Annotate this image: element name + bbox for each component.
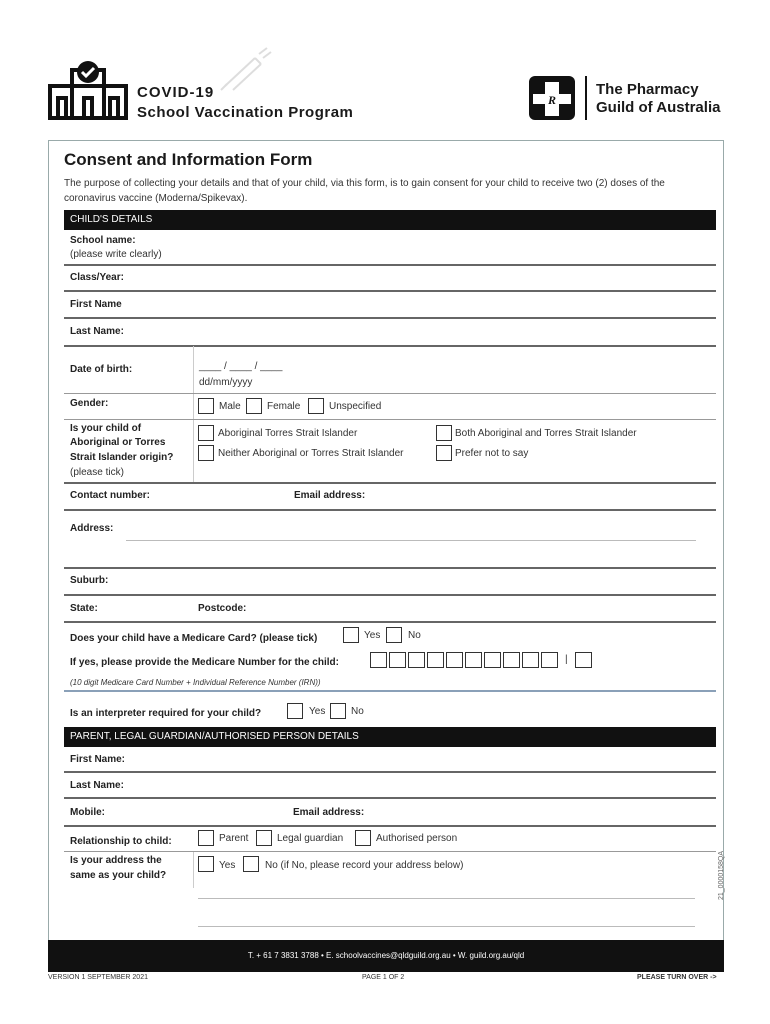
same-address-line1: Is your address the bbox=[70, 855, 162, 866]
same-address-line2: same as your child? bbox=[70, 870, 167, 881]
medicare-no-checkbox[interactable] bbox=[386, 627, 402, 643]
relationship-parent-label: Parent bbox=[219, 833, 249, 844]
medicare-digit-box[interactable] bbox=[522, 652, 539, 668]
program-title: COVID-19 bbox=[137, 84, 215, 101]
divider bbox=[64, 797, 716, 799]
syringe-icon bbox=[215, 44, 275, 94]
interpreter-yes-checkbox[interactable] bbox=[287, 703, 303, 719]
relationship-guardian-label: Legal guardian bbox=[277, 833, 344, 844]
child-email-label: Email address: bbox=[294, 490, 366, 501]
guild-name-line1: The Pharmacy bbox=[596, 81, 699, 98]
dob-label: Date of birth: bbox=[70, 364, 133, 375]
origin-prefer-not-label: Prefer not to say bbox=[455, 448, 529, 459]
same-address-yes-label: Yes bbox=[219, 860, 236, 871]
suburb-label: Suburb: bbox=[70, 575, 109, 586]
divider bbox=[64, 567, 716, 569]
medicare-yes-label: Yes bbox=[364, 630, 381, 641]
divider bbox=[64, 345, 716, 347]
parent-last-name-label: Last Name: bbox=[70, 780, 124, 791]
medicare-irn-separator: | bbox=[565, 654, 568, 665]
gender-female-label: Female bbox=[267, 401, 301, 412]
parent-address-line-1[interactable] bbox=[198, 898, 695, 899]
medicare-digit-box[interactable] bbox=[389, 652, 406, 668]
divider bbox=[64, 264, 716, 266]
divider bbox=[64, 690, 716, 692]
page-number: PAGE 1 OF 2 bbox=[362, 974, 405, 981]
gender-female-checkbox[interactable] bbox=[246, 398, 262, 414]
same-address-no-checkbox[interactable] bbox=[243, 856, 259, 872]
parent-first-name-label: First Name: bbox=[70, 754, 126, 765]
interpreter-no-checkbox[interactable] bbox=[330, 703, 346, 719]
gender-unspecified-label: Unspecified bbox=[329, 401, 382, 412]
document-code: 21_0000158QA bbox=[718, 850, 725, 900]
divider bbox=[64, 851, 716, 852]
state-label: State: bbox=[70, 603, 98, 614]
address-label: Address: bbox=[70, 523, 114, 534]
school-name-label: School name: bbox=[70, 235, 136, 246]
guild-name-line2: Guild of Australia bbox=[596, 99, 721, 116]
origin-label-line3: Strait Islander origin? bbox=[70, 452, 174, 463]
relationship-label: Relationship to child: bbox=[70, 836, 172, 847]
parent-address-line-2[interactable] bbox=[198, 926, 695, 927]
medicare-no-label: No bbox=[408, 630, 421, 641]
divider bbox=[64, 621, 716, 623]
postcode-label: Postcode: bbox=[198, 603, 247, 614]
medicare-digit-box[interactable] bbox=[465, 652, 482, 668]
school-name-note: (please write clearly) bbox=[70, 249, 162, 260]
origin-both-checkbox[interactable] bbox=[436, 425, 452, 441]
svg-text:R: R bbox=[547, 93, 557, 107]
origin-neither-label: Neither Aboriginal or Torres Strait Islander bbox=[218, 448, 404, 459]
mobile-label: Mobile: bbox=[70, 807, 105, 818]
medicare-digit-box[interactable] bbox=[484, 652, 501, 668]
divider bbox=[64, 482, 716, 484]
medicare-digit-box[interactable] bbox=[446, 652, 463, 668]
program-subtitle: School Vaccination Program bbox=[137, 104, 354, 121]
same-address-yes-checkbox[interactable] bbox=[198, 856, 214, 872]
child-last-name-label: Last Name: bbox=[70, 326, 124, 337]
interpreter-no-label: No bbox=[351, 706, 364, 717]
divider bbox=[64, 290, 716, 292]
gender-male-label: Male bbox=[219, 401, 241, 412]
origin-both-label: Both Aboriginal and Torres Strait Islander bbox=[455, 428, 637, 439]
divider bbox=[64, 771, 716, 773]
divider bbox=[64, 825, 716, 827]
interpreter-question: Is an interpreter required for your child? bbox=[70, 708, 262, 719]
form-title: Consent and Information Form bbox=[64, 150, 313, 169]
guild-name bbox=[596, 81, 720, 117]
same-address-no-label: No (if No, please record your address below) bbox=[265, 860, 464, 871]
gender-male-checkbox[interactable] bbox=[198, 398, 214, 414]
form-purpose: The purpose of collecting your details and that of your child, via this form, is to gain consent for your child to receive two (2) doses of the coronavirus vaccine (Moderna/Spikevax). bbox=[64, 178, 665, 204]
parent-section-header: PARENT, LEGAL GUARDIAN/AUTHORISED PERSON DETAILS bbox=[64, 727, 716, 747]
turn-over-label: PLEASE TURN OVER -> bbox=[637, 974, 717, 981]
medicare-question: Does your child have a Medicare Card? (please tick) bbox=[70, 633, 318, 644]
column-separator bbox=[193, 346, 194, 482]
gender-label: Gender: bbox=[70, 398, 109, 409]
divider bbox=[64, 594, 716, 596]
medicare-digit-box[interactable] bbox=[541, 652, 558, 668]
origin-neither-checkbox[interactable] bbox=[198, 445, 214, 461]
origin-label-line2: Aboriginal or Torres bbox=[70, 437, 166, 448]
contact-footer-bar: T. + 61 7 3831 3788 • E. schoolvaccines@qldguild.org.au • W. guild.org.au/qld bbox=[48, 940, 724, 972]
origin-aboriginal-tsi-label: Aboriginal Torres Strait Islander bbox=[218, 428, 358, 439]
address-line[interactable] bbox=[126, 540, 696, 541]
relationship-guardian-checkbox[interactable] bbox=[256, 830, 272, 846]
class-year-label: Class/Year: bbox=[70, 272, 124, 283]
medicare-digit-box[interactable] bbox=[370, 652, 387, 668]
column-separator bbox=[193, 852, 194, 888]
contact-number-label: Contact number: bbox=[70, 490, 150, 501]
medicare-number-label: If yes, please provide the Medicare Number for the child: bbox=[70, 657, 339, 668]
school-building-icon bbox=[48, 58, 128, 120]
medicare-irn-box[interactable] bbox=[575, 652, 592, 668]
child-section-header: CHILD'S DETAILS bbox=[64, 210, 716, 230]
child-first-name-label: First Name bbox=[70, 299, 122, 310]
parent-email-label: Email address: bbox=[293, 807, 365, 818]
gender-unspecified-checkbox[interactable] bbox=[308, 398, 324, 414]
dob-input[interactable]: ____ / ____ / ____ bbox=[199, 361, 283, 372]
divider bbox=[64, 393, 716, 394]
medicare-digit-box[interactable] bbox=[427, 652, 444, 668]
version-label: VERSION 1 SEPTEMBER 2021 bbox=[48, 974, 148, 981]
page-header bbox=[0, 0, 770, 140]
origin-label-line1: Is your child of bbox=[70, 423, 142, 434]
relationship-authorised-label: Authorised person bbox=[376, 833, 458, 844]
origin-prefer-not-checkbox[interactable] bbox=[436, 445, 452, 461]
origin-note: (please tick) bbox=[70, 467, 124, 478]
origin-aboriginal-tsi-checkbox[interactable] bbox=[198, 425, 214, 441]
pharmacy-guild-logo-icon bbox=[527, 74, 577, 122]
interpreter-yes-label: Yes bbox=[309, 706, 326, 717]
medicare-digit-box[interactable] bbox=[408, 652, 425, 668]
medicare-yes-checkbox[interactable] bbox=[343, 627, 359, 643]
logo-divider bbox=[585, 76, 587, 120]
medicare-number-note: (10 digit Medicare Card Number + Individual Reference Number (IRN)) bbox=[70, 678, 321, 687]
medicare-digit-box[interactable] bbox=[503, 652, 520, 668]
dob-format-hint: dd/mm/yyyy bbox=[199, 377, 253, 388]
relationship-authorised-checkbox[interactable] bbox=[355, 830, 371, 846]
divider bbox=[64, 509, 716, 511]
divider bbox=[64, 419, 716, 420]
divider bbox=[64, 317, 716, 319]
relationship-parent-checkbox[interactable] bbox=[198, 830, 214, 846]
